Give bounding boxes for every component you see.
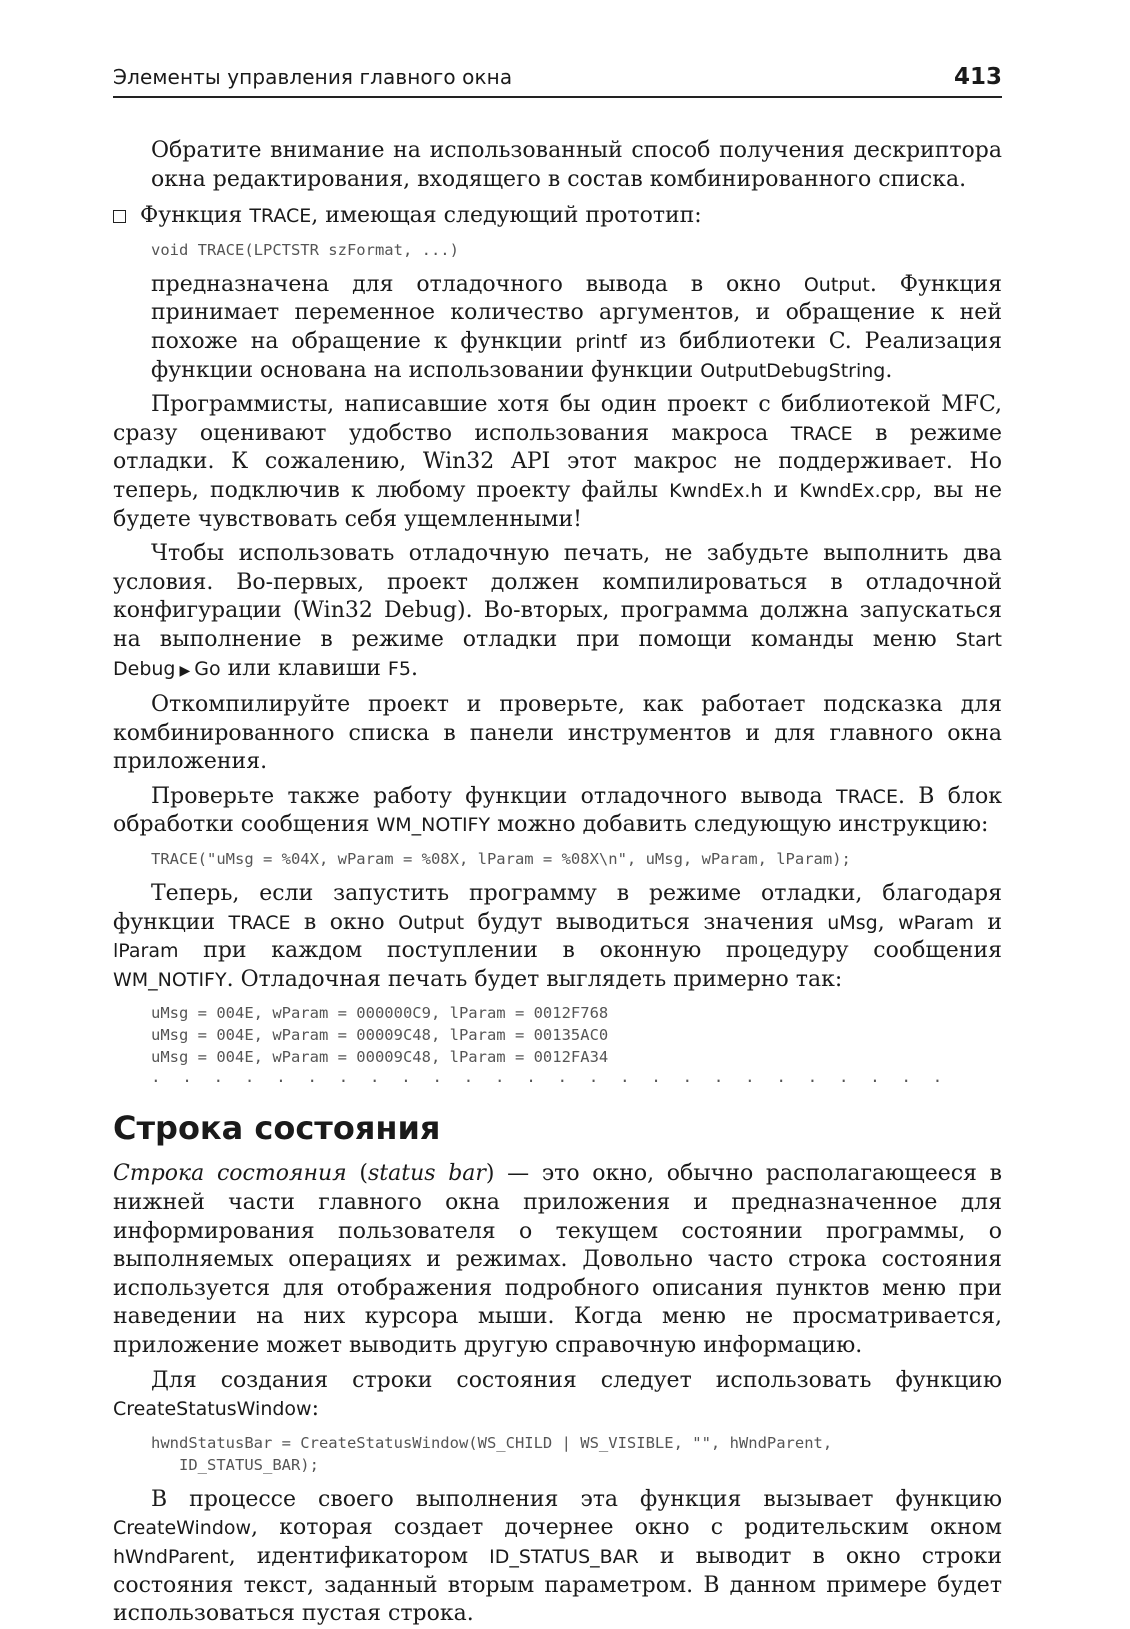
code-block: void TRACE(LPCTSTR szFormat, ...) xyxy=(151,240,459,259)
code-term: TRACE xyxy=(835,785,898,808)
section-title: Строка состояния xyxy=(113,1109,441,1148)
paragraph: В процессе своего выполнения эта функция вызывает функцию CreateWindow, которая создает дочернее окно с родительским окном hWndParent, идентификатором ID_STATUS_BAR и выводит в окно строки состояния текст, заданный вторым параметром. В данном примере будет использоваться пустая строка. xyxy=(113,1486,1002,1627)
code-block: uMsg = 004E, wParam = 000000C9, lParam = 0012F768 uMsg = 004E, wParam = 00009C48, lParam = 00135AC0 uMsg = 004E, wParam = 00009C48, lParam = 0012FA34 xyxy=(151,1004,609,1067)
code-term: TRACE xyxy=(228,911,291,934)
menu-arrow-icon: ▶ xyxy=(179,662,191,679)
code-term: uMsg xyxy=(827,911,878,934)
ellipsis-dots: . . . . . . . . . . . . . . . . . . . . . . . . . . xyxy=(151,1067,949,1087)
code-term: F5 xyxy=(387,657,411,680)
code-term: KwndEx.h xyxy=(669,479,763,502)
page-number: 413 xyxy=(953,64,1002,90)
code-term: WM_NOTIFY xyxy=(376,814,491,837)
code-term: Go xyxy=(194,657,221,680)
code-term: lParam xyxy=(113,940,179,963)
code-term: WM_NOTIFY xyxy=(113,968,227,991)
code-term: hWndParent xyxy=(113,1545,229,1568)
page-body xyxy=(113,137,1002,1629)
code-term: CreateStatusWindow xyxy=(113,1398,312,1421)
code-term: wParam xyxy=(898,911,974,934)
code-term: Start Debug xyxy=(113,628,1002,680)
paragraph: Обратите внимание на использованный способ получения дескриптора окна редактирования, входящего в состав комбинированного списка. xyxy=(151,138,1002,192)
paragraph: Программисты, написавшие хотя бы один проект с библиотекой MFC, сразу оценивают удобство использования макроса TRACE в режиме отладки. К сожалению, Win32 API этот макрос не поддерживает. Но теперь, подключив к любому проекту файлы KwndEx.h и KwndEx.cpp, вы не будете чувствовать себя ущемленными! xyxy=(113,392,1002,532)
running-header xyxy=(113,58,1002,98)
code-term: TRACE xyxy=(790,422,853,445)
paragraph: Строка состояния (status bar) — это окно, обычно располагающееся в нижней части главного окна приложения и предназначенное для информирования пользователя о текущем состоянии программы, о выполняемых операциях и режимах. Довольно часто строка состояния используется для отображения подробного описания пунктов меню при наведении на них курсора мыши. Когда меню не просматривается, приложение может выводить другую справочную информацию. xyxy=(113,1161,1002,1358)
code-term: CreateWindow xyxy=(113,1517,252,1540)
code-term: TRACE xyxy=(249,205,312,228)
code-term: printf xyxy=(575,330,627,353)
list-item xyxy=(113,202,1002,231)
checkbox-bullet-icon xyxy=(113,210,126,223)
paragraph: Функция TRACE, имеющая следующий прототип: xyxy=(140,203,702,229)
paragraph: Теперь, если запустить программу в режиме отладки, благодаря функции TRACE в окно Output будут выводиться значения uMsg, wParam и lParam при каждом поступлении в оконную процедуру сообщения WM_NOTIFY. Отладочная печать будет выглядеть примерно так: xyxy=(113,881,1002,992)
code-block: hwndStatusBar = CreateStatusWindow(WS_CHILD | WS_VISIBLE, "", hWndParent, ID_STATUS_BAR); xyxy=(151,1433,833,1474)
paragraph: предназначена для отладочного вывода в окно Output. Функция принимает переменное количество аргументов, и обращение к ней похоже на обращение к функции printf из библиотеки C. Реализация функции основана на использовании функции OutputDebugString. xyxy=(151,271,1003,383)
code-term: Output xyxy=(398,911,465,934)
code-block: TRACE("uMsg = %04X, wParam = %08X, lParam = %08X\n", uMsg, wParam, lParam); xyxy=(151,850,851,869)
paragraph: Проверьте также работу функции отладочного вывода TRACE. В блок обработки сообщения WM_NOTIFY можно добавить следующую инструкцию: xyxy=(113,783,1002,838)
paragraph: Чтобы использовать отладочную печать, не забудьте выполнить два условия. Во-первых, проект должен компилироваться в отладочной конфигурации (Win32 Debug). Во-вторых, программа должна запускаться на выполнение в режиме отладки при помощи команды меню Start Debug ▶ Go или клавиши F5. xyxy=(113,541,1002,681)
paragraph: Для создания строки состояния следует использовать функцию CreateStatusWindow: xyxy=(113,1367,1002,1422)
paragraph: Откомпилируйте проект и проверьте, как работает подсказка для комбинированного списка в панели инструментов и для главного окна приложения. xyxy=(113,692,1002,775)
code-term: OutputDebugString xyxy=(700,359,886,382)
code-term: KwndEx.cpp xyxy=(799,479,916,502)
code-term: ID_STATUS_BAR xyxy=(489,1545,639,1568)
running-title: Элементы управления главного окна xyxy=(113,65,513,89)
code-term: Output xyxy=(803,273,870,296)
